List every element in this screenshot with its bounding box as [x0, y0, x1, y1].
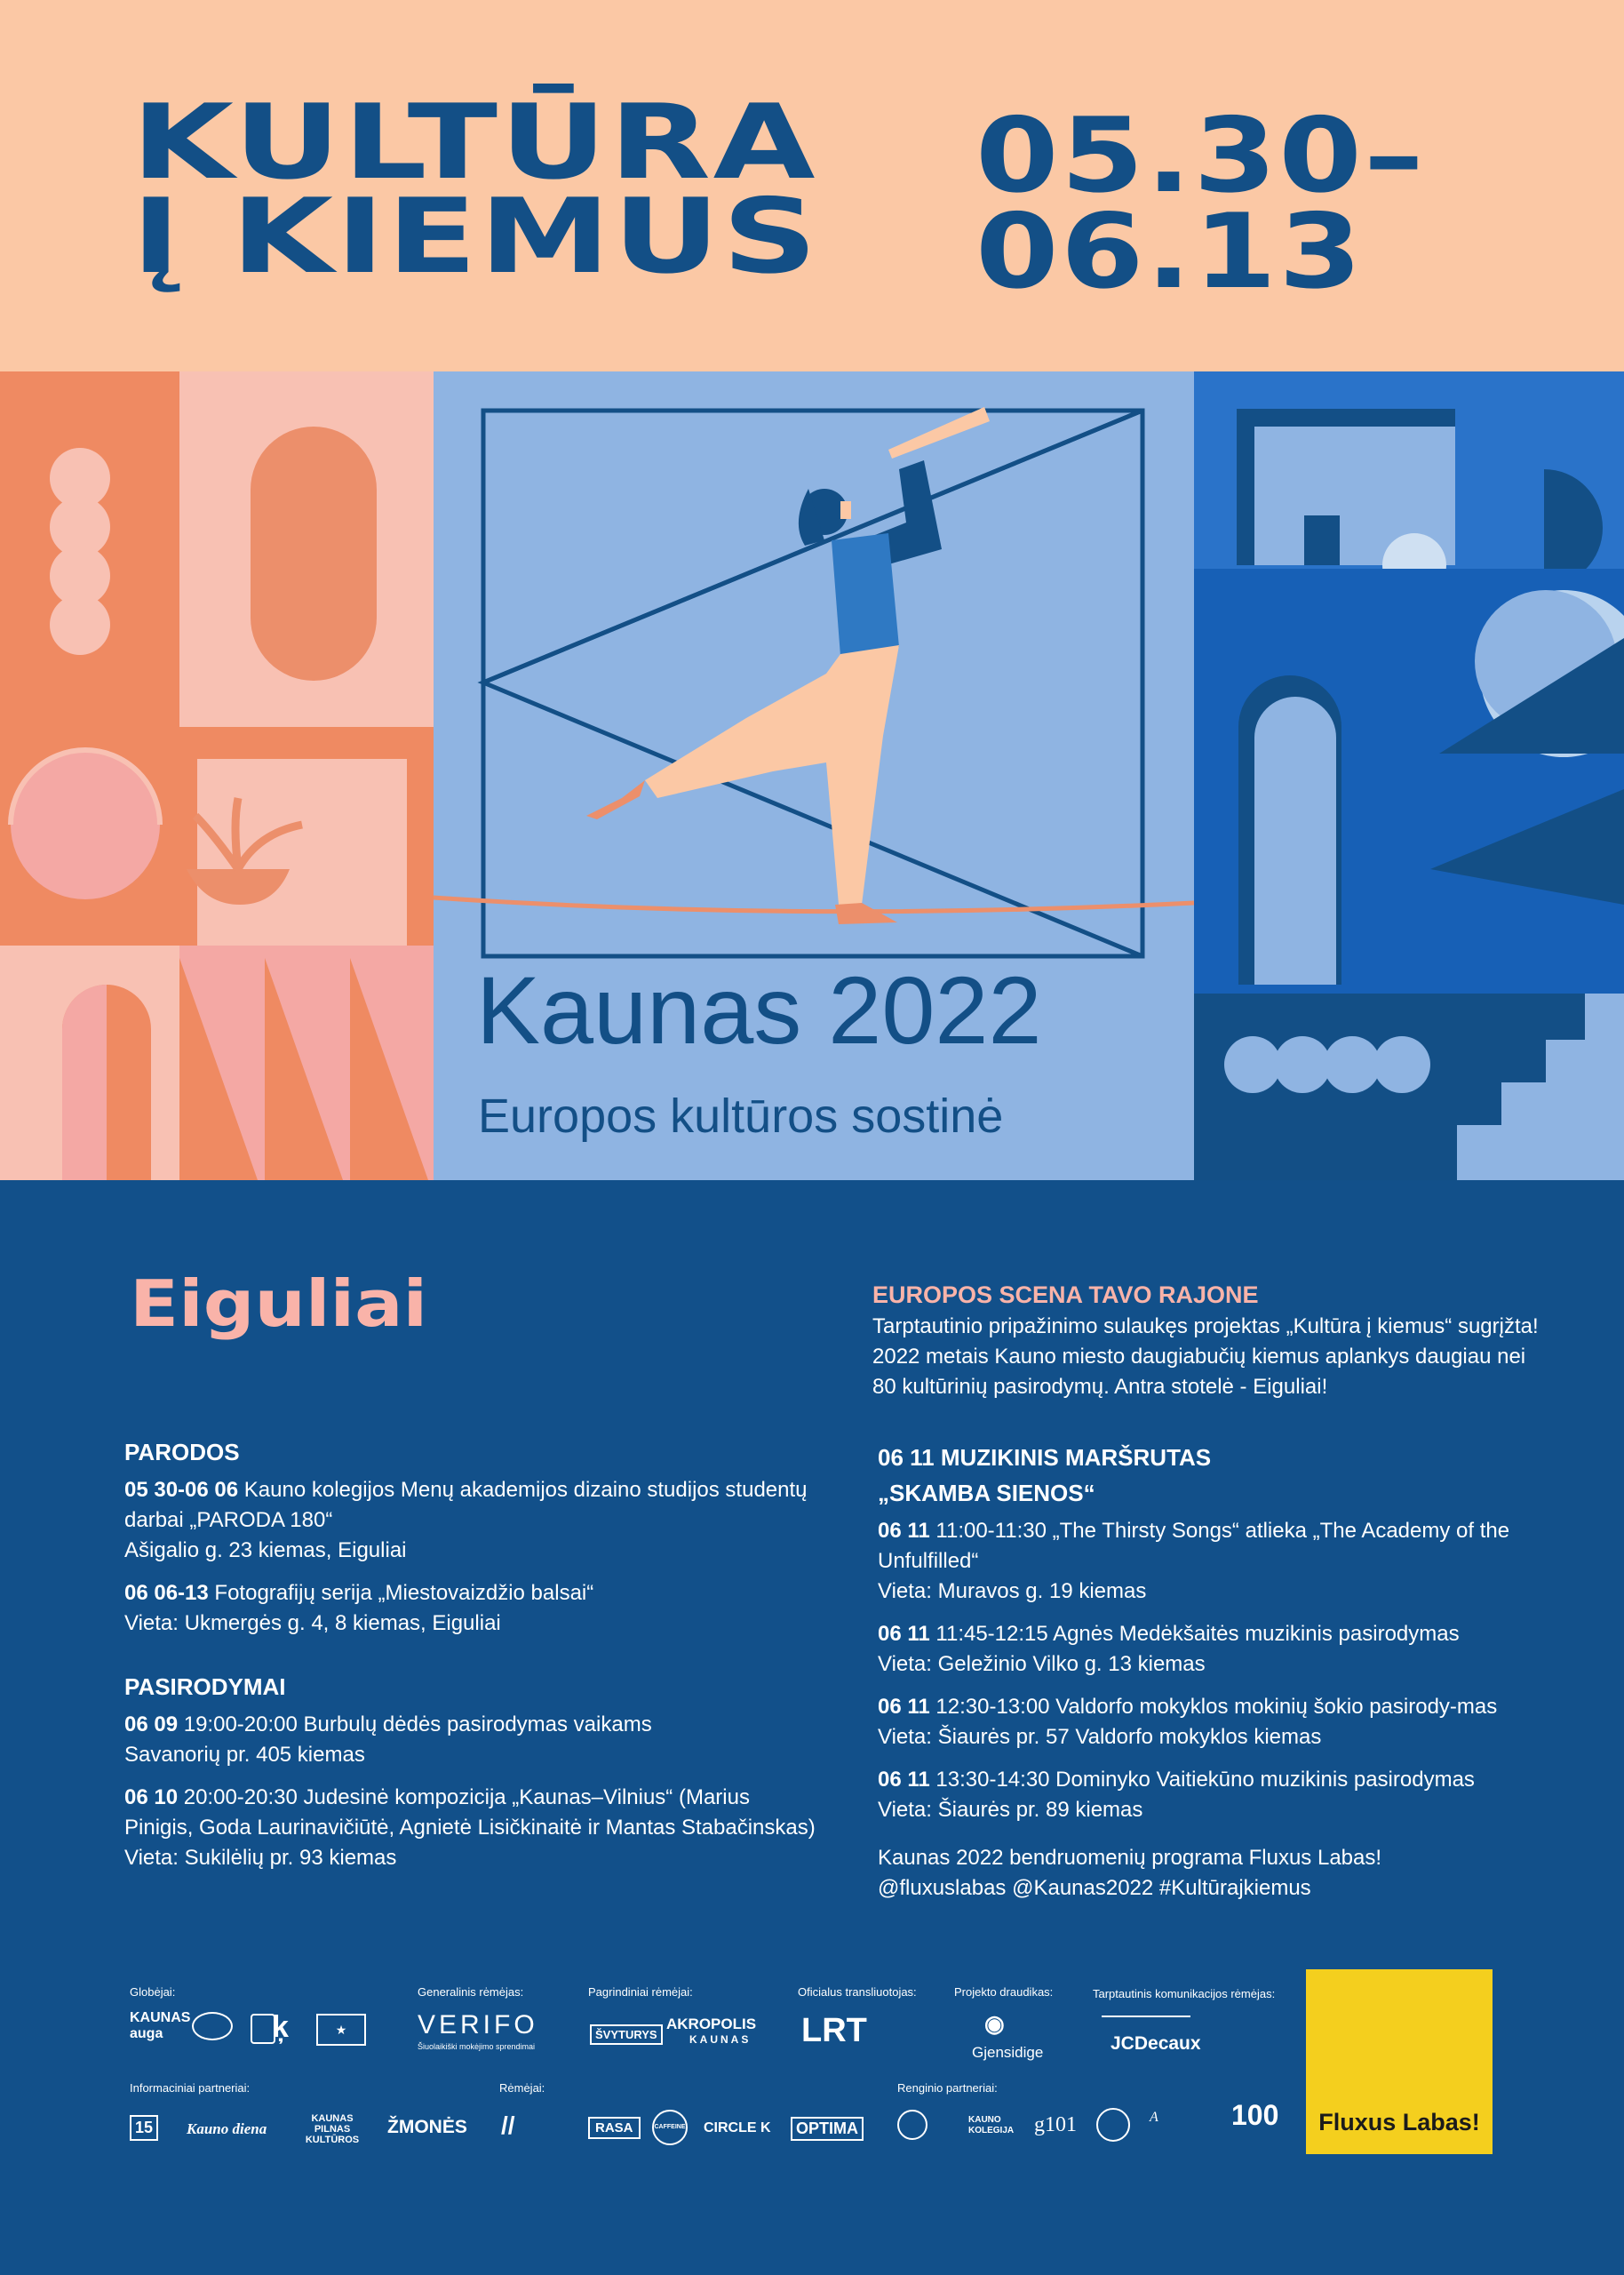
- europe-text: Tarptautinio pripažinimo sulaukęs projektas „Kultūra į kiemus“ sugrįžta! 2022 metais Kauno miesto daugiabučių kiemus aplankys daugiau nei 80 kultūrinių pasirodymų. Antra stotelė - Eiguliai!: [872, 1314, 1539, 1399]
- kauno-diena-logo: Kauno diena: [187, 2120, 267, 2137]
- verifo-subtitle: Šiuolaikiški mokėjimo sprendimai: [418, 2042, 536, 2051]
- caption-pagrindiniai: Pagrindiniai rėmėjai:: [588, 1985, 693, 1999]
- circlek-logo: CIRCLE K: [704, 2120, 771, 2135]
- list-item: [124, 1710, 817, 1770]
- item-text: 11:45-12:15 Agnės Medėkšaitės muzikinis pasirodymas: [929, 1622, 1460, 1646]
- 15min-logo: 15: [130, 2115, 158, 2141]
- kaunas-2022-title: Kaunas 2022: [476, 956, 1042, 1064]
- item-date: 05 30-06 06: [124, 1478, 239, 1502]
- muzikinis-heading: [878, 1440, 1517, 1511]
- caption-komunikacijos: Tarptautinis komunikacijos rėmėjas:: [1093, 1987, 1276, 2000]
- item-place: Vieta: Geležinio Vilko g. 13 kiemas: [878, 1652, 1206, 1676]
- right-column: [878, 1440, 1517, 1904]
- item-date: 06 09: [124, 1712, 179, 1736]
- item-text: 19:00-20:00 Burbulų dėdės pasirodymas vaikams: [178, 1712, 652, 1736]
- caption-informaciniai: Informaciniai partneriai:: [130, 2081, 251, 2095]
- caption-globejai: Globėjai:: [130, 1985, 176, 1999]
- left-column: [124, 1434, 817, 1886]
- item-place: Vieta: Šiaurės pr. 57 Valdorfo mokyklos kiemas: [878, 1725, 1322, 1749]
- item-text: 13:30-14:30 Dominyko Vaitiekūno muzikinis pasirodymas: [929, 1768, 1475, 1792]
- item-place: Ašigalio g. 23 kiemas, Eiguliai: [124, 1538, 407, 1562]
- list-item: [878, 1692, 1517, 1752]
- kaunas-auga-logo: KAUNAS auga: [130, 2010, 191, 2041]
- list-item: [124, 1783, 817, 1873]
- zmones-logo: ŽMONĖS: [387, 2117, 467, 2137]
- kaunas-2022-subtitle: Europos kultūros sostinė: [478, 1090, 1004, 1143]
- gjensidige-icon: ◉: [984, 2010, 1005, 2037]
- fluxus-labas-label: Fluxus Labas!: [1318, 2109, 1480, 2135]
- k-logo-icon: ķ: [272, 2010, 289, 2044]
- title-line-1: KULTŪRA: [131, 83, 818, 203]
- caption-remejai: Rėmėjai:: [499, 2081, 545, 2095]
- kaunas-pilnas-kulturos-logo: KAUNAS PILNAS KULTŪROS: [305, 2113, 360, 2145]
- magnusson-icon: //: [501, 2111, 515, 2139]
- jcdecaux-logo: JCDecaux: [1111, 2033, 1201, 2054]
- item-place: Savanorių pr. 405 kiemas: [124, 1743, 365, 1767]
- page-title: [131, 83, 820, 297]
- district-name: Eiguliai: [130, 1266, 428, 1341]
- verifo-logo: VERIFO: [418, 2010, 538, 2040]
- gjensidige-logo: Gjensidige: [972, 2044, 1044, 2061]
- pasirodymai-heading: PASIRODYMAI: [124, 1673, 286, 1700]
- parodos-heading: PARODOS: [124, 1439, 240, 1465]
- date-line-2: 06.13: [975, 192, 1365, 312]
- lrt-logo: LRT: [801, 2012, 867, 2049]
- title-line-2: Į KIEMUS: [131, 177, 820, 297]
- tagline-line-1: Kaunas 2022 bendruomenių programa Fluxus Labas!: [878, 1846, 1382, 1870]
- header-band: [0, 0, 1624, 371]
- item-text: 11:00-11:30 „The Thirsty Songs“ atlieka „The Academy of the Unfulfilled“: [878, 1519, 1510, 1573]
- fluxus-labas-logo: [1306, 1969, 1493, 2154]
- rasa-logo: RASA: [588, 2117, 641, 2139]
- item-text: 20:00-20:30 Judesinė kompozicija „Kaunas–Vilnius“ (Marius Pinigis, Goda Laurinavičiūtė, Agnietė Lisičkinaitė ir Mantas Stabačinskas): [124, 1785, 816, 1840]
- muzikinis-heading-line-2: „SKAMBA SIENOS“: [878, 1480, 1095, 1506]
- item-text: Fotografijų serija „Miestovaizdžio balsai“: [208, 1581, 594, 1605]
- item-date: 06 11: [878, 1768, 930, 1792]
- akropolis-logo: AKROPOLIS: [666, 2016, 757, 2032]
- list-item: [878, 1516, 1517, 1607]
- item-place: Vieta: Šiaurės pr. 89 kiemas: [878, 1798, 1143, 1822]
- jcdecaux-rule: [1102, 2016, 1190, 2017]
- tagline-line-2: @fluxuslabas @Kaunas2022 #Kultūrajkiemus: [878, 1876, 1311, 1900]
- tagline: [878, 1843, 1517, 1904]
- kaunas-seal-icon: [192, 2012, 233, 2040]
- akropolis-subtitle: KAUNAS: [689, 2033, 752, 2046]
- caffeine-logo: CAFFEINE: [652, 2110, 688, 2145]
- item-place: Vieta: Ukmergės g. 4, 8 kiemas, Eiguliai: [124, 1611, 501, 1635]
- caption-generalinis: Generalinis rėmėjas:: [418, 1985, 524, 1999]
- europe-heading: EUROPOS SCENA TAVO RAJONE: [872, 1281, 1259, 1308]
- g101-logo: g101: [1034, 2113, 1077, 2136]
- caption-draudikas: Projekto draudikas:: [954, 1985, 1054, 1999]
- item-date: 06 11: [878, 1622, 930, 1646]
- siuolaikinio-sokio-icon: [897, 2110, 927, 2140]
- item-date: 06 06-13: [124, 1581, 209, 1605]
- item-place: Vieta: Sukilėlių pr. 93 kiemas: [124, 1846, 397, 1870]
- eu-flag-icon: ★: [316, 2014, 366, 2046]
- item-text: 12:30-13:00 Valdorfo mokyklos mokinių šokio pasirody-mas: [929, 1695, 1498, 1719]
- 100-logo: 100: [1231, 2099, 1279, 2131]
- optima-logo: OPTIMA: [791, 2117, 864, 2141]
- item-date: 06 11: [878, 1695, 930, 1719]
- event-dates: [975, 96, 1426, 312]
- list-item: [124, 1578, 817, 1639]
- svyturys-logo: ŠVYTURYS: [590, 2024, 663, 2045]
- list-item: [124, 1475, 817, 1566]
- muzikinis-heading-line-1: 06 11 MUZIKINIS MARŠRUTAS: [878, 1444, 1212, 1471]
- item-place: Vieta: Muravos g. 19 kiemas: [878, 1579, 1147, 1603]
- kauno-kolegija-logo: KAUNO KOLEGIJA: [968, 2115, 1015, 2135]
- item-date: 06 10: [124, 1785, 179, 1809]
- item-text: Kauno kolegijos Menų akademijos dizaino studijos studentų darbai „PARODA 180“: [124, 1478, 808, 1532]
- round-seal-icon: [1096, 2108, 1130, 2142]
- caption-renginio: Renginio partneriai:: [897, 2081, 998, 2095]
- item-date: 06 11: [878, 1519, 930, 1543]
- date-line-1: 05.30–: [975, 96, 1426, 216]
- caption-transliuotojas: Oficialus transliuotojas:: [798, 1985, 917, 1999]
- list-item: [878, 1765, 1517, 1825]
- alliance-francaise-icon: A: [1150, 2110, 1158, 2125]
- list-item: [878, 1619, 1517, 1680]
